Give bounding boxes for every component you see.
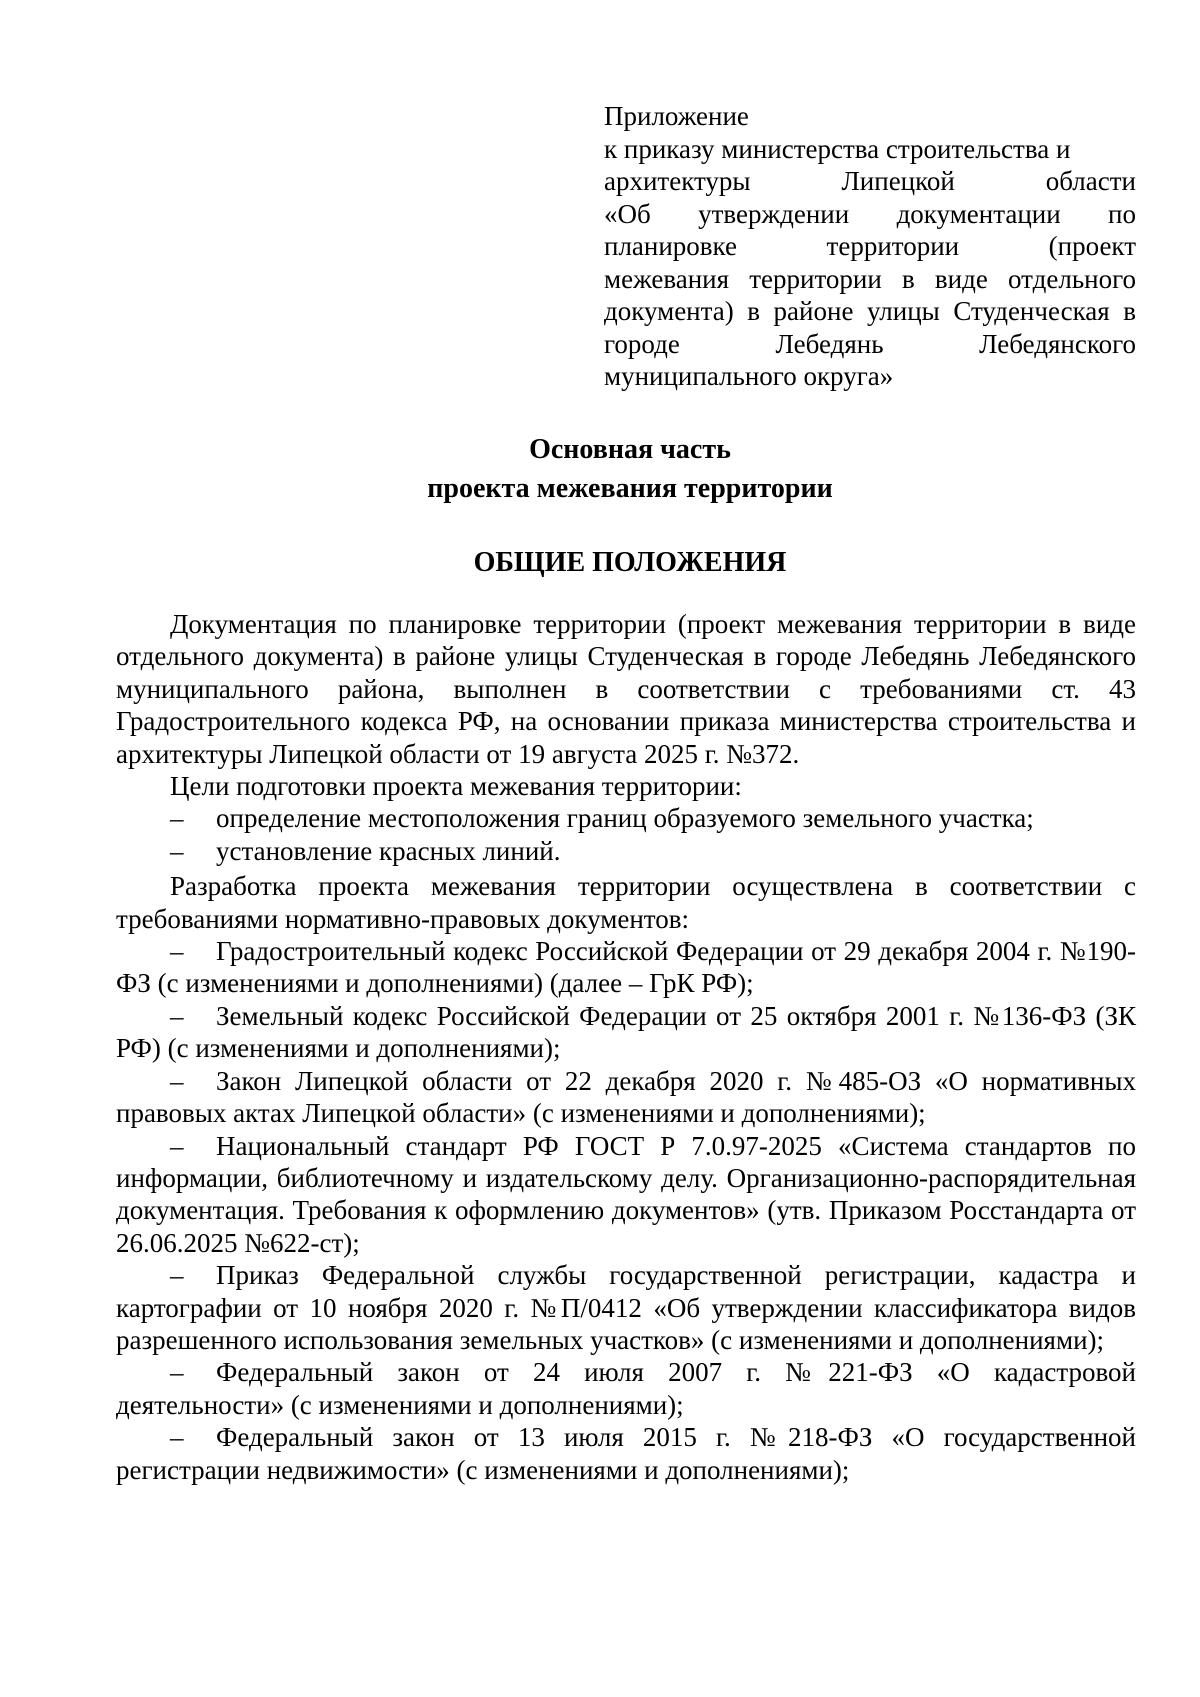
document-title xyxy=(0,430,1200,508)
list-item-text: Закон Липецкой области от 22 декабря 2020 г. №485-ОЗ «О нормативных правовых актах Липецкой области» (с изменениями и дополнениями); xyxy=(116,1065,1136,1129)
dash-marker: – xyxy=(170,1260,184,1291)
development-paragraph: Разработка проекта межевания территории осуществлена в соответствии с требованиями нормативно-правовых документов: xyxy=(116,871,1136,934)
document-body xyxy=(116,608,1136,1486)
dash-marker: – xyxy=(170,1000,184,1031)
appendix-line: «Об утверждении документации по xyxy=(604,198,1136,229)
list-item-text: Земельный кодекс Российской Федерации от 25 октября 2001 г. №136-ФЗ (ЗК РФ) (с изменениями и дополнениями); xyxy=(116,1000,1136,1064)
list-item-text: определение местоположения границ образуемого земельного участка; xyxy=(216,803,1034,834)
list-item xyxy=(116,1065,1136,1130)
title-line: проекта межевания территории xyxy=(427,473,833,504)
list-item-text: Федеральный закон от 24 июля 2007 г. №221-ФЗ «О кадастровой деятельности» (с изменениями и дополнениями); xyxy=(116,1357,1136,1420)
appendix-line: муниципального округа» xyxy=(604,361,894,391)
appendix-block xyxy=(604,100,1136,393)
list-item xyxy=(116,1130,1136,1260)
dash-marker: – xyxy=(170,1422,184,1453)
dash-marker: – xyxy=(170,936,184,967)
list-item-text: Градостроительный кодекс Российской Федерации от 29 декабря 2004 г. №190-ФЗ (с изменениями и дополнениями) (далее – ГрК РФ); xyxy=(116,936,1136,999)
list-item xyxy=(116,935,1136,1000)
list-item-text: Федеральный закон от 13 июля 2015 г. №218-ФЗ «О государственной регистрации недвижимости» (с изменениями и дополнениями); xyxy=(116,1422,1136,1485)
appendix-line: планировке территории (проект xyxy=(604,231,1136,261)
dash-marker: – xyxy=(170,835,184,866)
list-item xyxy=(116,1000,1136,1065)
section-heading: ОБЩИЕ ПОЛОЖЕНИЯ xyxy=(473,547,787,578)
list-item-text: Приказ Федеральной службы государственной регистрации, кадастра и картографии от 10 ноября 2020 г. №П/0412 «Об утверждении классификатора видов разрешенного использования земельных участков» (с изменениями и дополнениями); xyxy=(116,1260,1136,1355)
goals-heading: Цели подготовки проекта межевания территории: xyxy=(170,771,742,802)
appendix-line: межевания территории в виде отдельного xyxy=(604,263,1136,294)
list-item xyxy=(116,1421,1136,1486)
appendix-line: архитектуры Липецкой области xyxy=(604,166,1136,196)
dash-marker: – xyxy=(170,803,184,834)
dash-marker: – xyxy=(170,1130,184,1161)
appendix-line: к приказу министерства строительства и xyxy=(604,133,1071,164)
list-item-text: Национальный стандарт РФ ГОСТ Р 7.0.97-2025 «Система стандартов по информации, библиотечному и издательскому делу. Организационно-распорядительная документация. Требования к оформлению документов» (утв. Приказом Росстандарта от 26.06.2025 №622-ст); xyxy=(116,1130,1136,1258)
dash-marker: – xyxy=(170,1065,184,1096)
appendix-line: городе Лебедянь Лебедянского xyxy=(604,328,1136,359)
intro-paragraph: Документация по планировке территории (проект межевания территории в виде отдельного документа) в районе улицы Студенческая в городе Лебедянь Лебедянского муниципального района, выполнен в соответствии с требованиями ст. 43 Градостроительного кодекса РФ, на основании приказа министерства строительства и архитектуры Липецкой области от 19 августа 2025 г. №372. xyxy=(116,609,1136,769)
list-item xyxy=(116,1356,1136,1421)
list-item xyxy=(116,802,1136,834)
list-item xyxy=(116,1259,1136,1356)
dash-marker: – xyxy=(170,1357,184,1388)
list-item xyxy=(116,835,1136,867)
appendix-line: документа) в районе улицы Студенческая в xyxy=(604,296,1136,326)
appendix-line: Приложение xyxy=(604,101,749,131)
title-line: Основная часть xyxy=(529,434,731,465)
list-item-text: установление красных линий. xyxy=(216,835,561,866)
